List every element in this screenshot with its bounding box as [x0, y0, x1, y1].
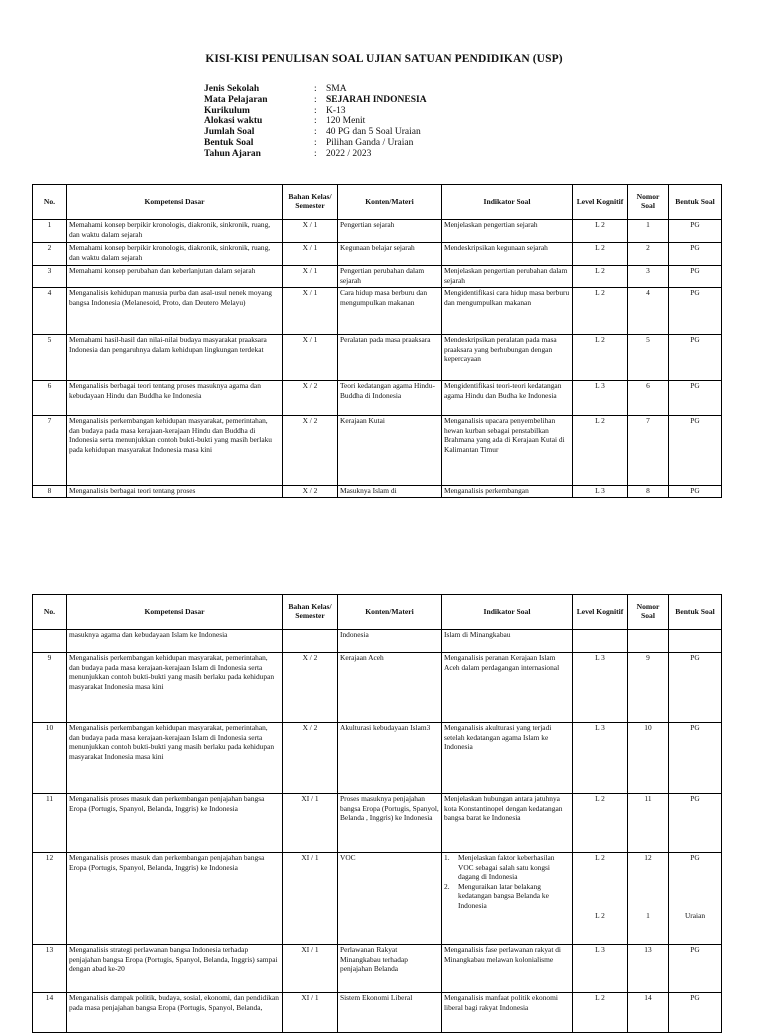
table-row: [33, 243, 722, 266]
cell-no: 4: [33, 288, 67, 335]
cell-indikator: Menganalisis fase perlawanan rakyat di Minangkabau melawan kolonialisme: [442, 945, 573, 993]
cell-indikator: Menganalisis upacara penyembelihan hewan kurban sebagai penstabilkan Brahmana yang ada di Kerajaan Kutai di Kalimantan Timur: [442, 416, 573, 486]
table-row: [33, 220, 722, 243]
cell-nomor: 4: [628, 288, 669, 335]
meta-row: Kurikulum : K-13: [204, 105, 346, 116]
table-row: [33, 335, 722, 381]
cell-materi: VOC: [338, 853, 442, 945]
document-meta: [204, 84, 427, 160]
header-no: No.: [33, 185, 67, 220]
cell-bentuk: PG: [669, 220, 722, 243]
cell-level: L 2: [573, 243, 628, 266]
cell-kompetensi-dasar: Menganalisis proses masuk dan perkembangan penjajahan bangsa Eropa (Portugis, Spanyol, Belanda, Inggris) ke Indonesia: [67, 794, 283, 853]
cell-materi: Sistem Ekonomi Liberal: [338, 993, 442, 1033]
cell-nomor: 1: [628, 220, 669, 243]
cell-kelas: X / 2: [283, 416, 338, 486]
cell-bentuk: PG: [669, 486, 722, 498]
cell-bentuk: PG: [669, 416, 722, 486]
cell-no: 7: [33, 416, 67, 486]
indikator-list: [444, 853, 570, 911]
cell-no: 6: [33, 381, 67, 416]
table-row: [33, 381, 722, 416]
cell-indikator: Menjelaskan hubungan antara jatuhnya kota Konstantinopel dengan kedatangan bangsa barat ke Indonesia: [442, 794, 573, 853]
meta-row: Jenis Sekolah : SMA: [204, 84, 347, 94]
cell-bentuk: PG Uraian: [669, 853, 722, 945]
cell-indikator: Mengidentifikasi cara hidup masa berburu dan mengumpulkan makanan: [442, 288, 573, 335]
header-bentuk-soal: Bentuk Soal: [669, 185, 722, 220]
cell-kelas: X / 1: [283, 220, 338, 243]
cell-bentuk: PG: [669, 993, 722, 1033]
cell-materi: Pengertian sejarah: [338, 220, 442, 243]
cell-no: 2: [33, 243, 67, 266]
cell-no: 14: [33, 993, 67, 1033]
cell-bentuk: PG: [669, 723, 722, 794]
cell-materi: Teori kedatangan agama Hindu-Buddha di Indonesia: [338, 381, 442, 416]
cell-indikator: [442, 853, 573, 945]
table-row: [33, 945, 722, 993]
cell-materi: Peralatan pada masa praaksara: [338, 335, 442, 381]
cell-level: L 2: [573, 220, 628, 243]
cell-materi: Pengertian perubahan dalam sejarah: [338, 266, 442, 288]
cell-kompetensi-dasar: Menganalisis dampak politik, budaya, sosial, ekonomi, dan pendidikan pada masa penjajahan bangsa Eropa (Portugis, Spanyol, Belanda,: [67, 993, 283, 1033]
cell-indikator: Menganalisis peranan Kerajaan Islam Aceh dalam perdagangan internasional: [442, 653, 573, 723]
table-row: [33, 266, 722, 288]
cell-level: L 3: [573, 381, 628, 416]
meta-label: Mata Pelajaran: [204, 94, 268, 105]
cell-materi: Akulturasi kebudayaan Islam3: [338, 723, 442, 794]
header-bentuk-soal: Bentuk Soal: [669, 595, 722, 630]
table-row: [33, 993, 722, 1033]
cell-indikator: Islam di Minangkabau: [442, 630, 573, 653]
cell-materi: Cara hidup masa berburu dan mengumpulkan makanan: [338, 288, 442, 335]
cell-bentuk: PG: [669, 335, 722, 381]
cell-nomor: 14: [628, 993, 669, 1033]
cell-bentuk: PG: [669, 381, 722, 416]
cell-kelas: XI / 1: [283, 945, 338, 993]
cell-kompetensi-dasar: Menganalisis proses masuk dan perkembangan penjajahan bangsa Eropa (Portugis, Spanyol, Belanda, Inggris) ke Indonesia: [67, 853, 283, 945]
cell-no: 13: [33, 945, 67, 993]
meta-value: Pilihan Ganda / Uraian: [326, 137, 414, 148]
cell-kompetensi-dasar: Memahami konsep berpikir kronologis, diakronik, sinkronik, ruang, dan waktu dalam sejarah: [67, 243, 283, 266]
cell-no: 5: [33, 335, 67, 381]
header-konten-materi: Konten/Materi: [338, 185, 442, 220]
header-level-kognitif: Level Kognitif: [573, 595, 628, 630]
cell-kompetensi-dasar: masuknya agama dan kebudayaan Islam ke Indonesia: [67, 630, 283, 653]
cell-no: 8: [33, 486, 67, 498]
cell-kompetensi-dasar: Menganalisis perkembangan kehidupan masyarakat, pemerintahan, dan budaya pada masa kerajaan-kerajaan Islam di Indonesia serta menunjukkan contoh bukti-bukti yang masih berlaku pada kehidupan masyarakat Indonesia masa kini: [67, 723, 283, 794]
header-nomor-soal: Nomor Soal: [628, 185, 669, 220]
cell-indikator: Menjelaskan pengertian perubahan dalam sejarah: [442, 266, 573, 288]
header-konten-materi: Konten/Materi: [338, 595, 442, 630]
cell-nomor: 5: [628, 335, 669, 381]
cell-materi: Masuknya Islam di: [338, 486, 442, 498]
meta-label: Kurikulum: [204, 105, 250, 116]
cell-bentuk: PG: [669, 794, 722, 853]
cell-level: L 2: [573, 266, 628, 288]
cell-bentuk: PG: [669, 266, 722, 288]
cell-level: L 2: [573, 288, 628, 335]
meta-label: Alokasi waktu: [204, 116, 263, 127]
meta-row: Jumlah Soal : 40 PG dan 5 Soal Uraian: [204, 127, 421, 138]
cell-level: L 2: [573, 794, 628, 853]
list-item: 1. Menjelaskan faktor keberhasilan VOC sebagai salah satu kongsi dagang di Indonesia: [444, 853, 555, 882]
table-header-row: [33, 185, 722, 220]
header-level-kognitif: Level Kognitif: [573, 185, 628, 220]
cell-level: L 3: [573, 486, 628, 498]
meta-label: Tahun Ajaran: [204, 148, 261, 159]
cell-no: 12: [33, 853, 67, 945]
cell-no: 3: [33, 266, 67, 288]
cell-bentuk: PG: [669, 653, 722, 723]
cell-nomor: 8: [628, 486, 669, 498]
cell-kelas: X / 1: [283, 266, 338, 288]
cell-kompetensi-dasar: Memahami hasil-hasil dan nilai-nilai budaya masyarakat praaksara Indonesia dan pengaruhnya dalam kehidupan lingkungan terdekat: [67, 335, 283, 381]
cell-indikator: Mendeskripsikan peralatan pada masa praaksara yang berhubungan dengan kepercayaan: [442, 335, 573, 381]
header-nomor-soal: Nomor Soal: [628, 595, 669, 630]
cell-materi: Proses masuknya penjajahan bangsa Eropa (Portugis, Spanyol, Belanda , Inggris) ke Indonesia: [338, 794, 442, 853]
cell-kompetensi-dasar: Menganalisis berbagai teori tentang proses: [67, 486, 283, 498]
cell-kompetensi-dasar: Menganalisis berbagai teori tentang proses masuknya agama dan kebudayaan Hindu dan Buddha ke Indonesia: [67, 381, 283, 416]
meta-row: Alokasi waktu : 120 Menit: [204, 116, 366, 127]
cell-level: L 2: [573, 416, 628, 486]
cell-kelas: X / 2: [283, 653, 338, 723]
cell-no: 10: [33, 723, 67, 794]
cell-level: L 3: [573, 653, 628, 723]
meta-value: 120 Menit: [326, 116, 366, 127]
cell-indikator: Menjelaskan pengertian sejarah: [442, 220, 573, 243]
header-kompetensi-dasar: Kompetensi Dasar: [67, 185, 283, 220]
cell-level: L 3: [573, 945, 628, 993]
cell-kompetensi-dasar: Menganalisis perkembangan kehidupan masyarakat, pemerintahan, dan budaya pada masa kerajaan-kerajaan Hindu dan Buddha di Indonesia serta menunjukkan contoh bukti-bukti yang masih berlaku pada kehidupan masyarakat Indonesia masa kini: [67, 416, 283, 486]
header-indikator-soal: Indikator Soal: [442, 185, 573, 220]
cell-materi: Indonesia: [338, 630, 442, 653]
cell-nomor: 3: [628, 266, 669, 288]
cell-level: L 3: [573, 723, 628, 794]
cell-no: 11: [33, 794, 67, 853]
cell-kompetensi-dasar: Menganalisis strategi perlawanan bangsa Indonesia terhadap penjajahan bangsa Eropa (Portugis, Spanyol, Belanda, Inggris) sampai dengan abad ke-20: [67, 945, 283, 993]
header-kompetensi-dasar: Kompetensi Dasar: [67, 595, 283, 630]
meta-label: Jumlah Soal: [204, 127, 255, 138]
meta-label: Jenis Sekolah: [204, 84, 260, 94]
table-row: [33, 653, 722, 723]
meta-row: Mata Pelajaran : SEJARAH INDONESIA: [204, 94, 427, 105]
meta-value: SMA: [326, 84, 347, 94]
header-indikator-soal: Indikator Soal: [442, 595, 573, 630]
cell-nomor: 6: [628, 381, 669, 416]
table-header-row: [33, 595, 722, 630]
cell-level: L 2 L 2: [573, 853, 628, 945]
cell-nomor: 7: [628, 416, 669, 486]
header-kelas-semester: Bahan Kelas/ Semester: [283, 185, 338, 220]
cell-materi: Kerajaan Kutai: [338, 416, 442, 486]
list-item: 2. Menguraikan latar belakang kedatangan bangsa Belanda ke Indonesia: [444, 881, 549, 910]
header-no: No.: [33, 595, 67, 630]
cell-kelas: XI / 1: [283, 853, 338, 945]
meta-value: 2022 / 2023: [326, 148, 372, 159]
cell-nomor: 2: [628, 243, 669, 266]
table-row: [33, 288, 722, 335]
cell-kelas: X / 1: [283, 335, 338, 381]
cell-nomor: 12 1: [628, 853, 669, 945]
cell-kelas: X / 2: [283, 723, 338, 794]
cell-nomor: 13: [628, 945, 669, 993]
cell-indikator: Menganalisis manfaat politik ekonomi liberal bagi rakyat Indonesia: [442, 993, 573, 1033]
cell-nomor: 9: [628, 653, 669, 723]
cell-level: L 2: [573, 335, 628, 381]
meta-row: Bentuk Soal : Pilihan Ganda / Uraian: [204, 137, 414, 148]
cell-indikator: Menganalisis perkembangan: [442, 486, 573, 498]
cell-nomor: 10: [628, 723, 669, 794]
table-row: [33, 486, 722, 498]
cell-kelas: X / 1: [283, 243, 338, 266]
kisi-kisi-table-2: [32, 594, 722, 1033]
header-kelas-semester: Bahan Kelas/ Semester: [283, 595, 338, 630]
cell-kelas: X / 1: [283, 288, 338, 335]
cell-kelas: XI / 1: [283, 993, 338, 1033]
table-row: [33, 723, 722, 794]
cell-indikator: Mendeskripsikan kegunaan sejarah: [442, 243, 573, 266]
cell-kompetensi-dasar: Memahami konsep perubahan dan keberlanjutan dalam sejarah: [67, 266, 283, 288]
cell-indikator: Menganalisis akulturasi yang terjadi setelah kedatangan agama Islam ke Indonesia: [442, 723, 573, 794]
cell-kelas: X / 2: [283, 486, 338, 498]
cell-level: L 2: [573, 993, 628, 1033]
meta-label: Bentuk Soal: [204, 137, 254, 148]
table-row-continuation: [33, 630, 722, 653]
meta-value: K-13: [326, 105, 346, 116]
cell-materi: Kegunaan belajar sejarah: [338, 243, 442, 266]
cell-no: 9: [33, 653, 67, 723]
cell-kompetensi-dasar: Menganalisis kehidupan manusia purba dan asal-usul nenek moyang bangsa Indonesia (Melanesoid, Proto, dan Deutero Melayu): [67, 288, 283, 335]
document-title: KISI-KISI PENULISAN SOAL UJIAN SATUAN PENDIDIKAN (USP): [205, 53, 563, 65]
cell-indikator: Mengidentifikasi teori-teori kedatangan agama Hindu dan Budha ke Indonesia: [442, 381, 573, 416]
cell-materi: Perlawanan Rakyat Minangkabau terhadap penjajahan Belanda: [338, 945, 442, 993]
cell-bentuk: PG: [669, 288, 722, 335]
cell-bentuk: PG: [669, 945, 722, 993]
table-row: [33, 794, 722, 853]
cell-no: 1: [33, 220, 67, 243]
table-row: [33, 853, 722, 945]
cell-materi: Kerajaan Aceh: [338, 653, 442, 723]
kisi-kisi-table-1: [32, 184, 722, 498]
cell-bentuk: PG: [669, 243, 722, 266]
cell-kompetensi-dasar: Memahami konsep berpikir kronologis, diakronik, sinkronik, ruang, dan waktu dalam sejarah: [67, 220, 283, 243]
cell-kelas: X / 2: [283, 381, 338, 416]
cell-kompetensi-dasar: Menganalisis perkembangan kehidupan masyarakat, pemerintahan, dan budaya pada masa kerajaan-kerajaan Islam di Indonesia serta menunjukkan contoh bukti-bukti yang masih berlaku pada kehidupan masyarakat Indonesia masa kini: [67, 653, 283, 723]
meta-row: Tahun Ajaran : 2022 / 2023: [204, 148, 372, 159]
cell-kelas: XI / 1: [283, 794, 338, 853]
meta-value: 40 PG dan 5 Soal Uraian: [326, 127, 421, 138]
table-row: [33, 416, 722, 486]
meta-value: SEJARAH INDONESIA: [326, 94, 427, 105]
cell-nomor: 11: [628, 794, 669, 853]
